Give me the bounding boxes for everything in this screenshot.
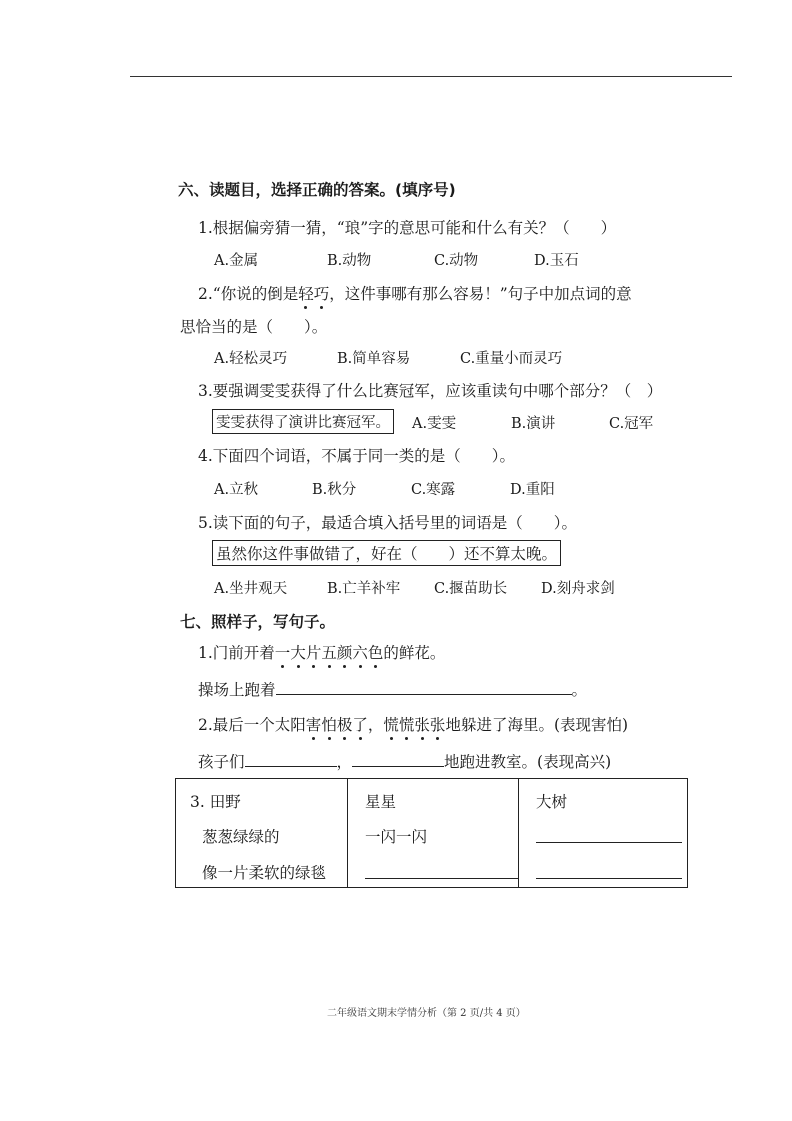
answer-7-1-prefix: 操场上跑着 [198,681,276,699]
emphasis-char: 怕 [321,713,337,735]
option-6-3-c: C.冠军 [609,416,654,432]
table-col2-blank[interactable] [365,878,519,879]
option-6-4-b: B.秋分 [312,482,357,498]
boxed-sentence-6-5: 虽然你这件事做错了，好在（ ）还不算太晚。 [212,540,561,566]
question-6-2-line1 [198,282,632,304]
table-col3-line1: 大树 [536,793,568,811]
option-6-4-a: A.立秋 [214,482,259,498]
q7-1-prefix: 1.门前开着 [198,644,275,662]
answer-7-2-suffix: 地跑进教室。(表现高兴) [444,753,612,771]
answer-7-2-mid: ， [336,753,353,771]
example-table [175,778,688,888]
answer-line-7-1 [198,678,587,700]
option-6-1-a: A.金属 [214,253,259,269]
dotted-text [298,285,329,303]
question-6-3: 3.要强调雯雯获得了什么比赛冠军，应该重读句中哪个部分？（ ） [198,382,663,400]
emphasis-char: 五 [321,641,337,663]
option-6-5-a: A.坐井观天 [214,581,288,597]
emphasis-char: 色 [368,641,384,663]
section-7-title: 七、照样子，写句子。 [180,613,336,631]
emphasis-char: 轻 [298,282,314,304]
q7-2-dotted-1 [306,716,368,734]
emphasis-char: 六 [352,641,368,663]
table-col1-line2: 葱葱绿绿的 [202,828,280,846]
option-6-2-b: B.简单容易 [337,351,411,367]
option-6-1-c: C.动物 [434,253,479,269]
option-6-4-c: C.寒露 [411,482,456,498]
emphasis-char: 了 [352,713,368,735]
table-col2-line2: 一闪一闪 [365,828,428,846]
q7-2-suffix: 地躲进了海里。(表现害怕) [445,716,629,734]
question-6-2-line2: 思恰当的是（ ）。 [180,318,328,336]
emphasis-char: 慌 [383,713,399,735]
option-6-4-d: D.重阳 [510,482,555,498]
answer-7-2-prefix: 孩子们 [198,753,245,771]
question-6-5: 5.读下面的句子，最适合填入括号里的词语是（ ）。 [198,514,578,532]
option-6-5-b: B.亡羊补牢 [327,581,401,597]
table-col1-line1: 3. 田野 [190,793,241,811]
table-col3-blank-2[interactable] [536,878,682,879]
q7-1-dotted [275,644,384,662]
question-7-1 [198,641,445,663]
answer-blank-7-2-a[interactable] [245,750,337,767]
q2-suffix: ，这件事哪有那么容易！”句子中加点词的意 [329,285,632,303]
table-divider-2 [518,779,519,887]
table-col1-line3: 像一片柔软的绿毯 [202,864,327,882]
emphasis-char: 片 [306,641,322,663]
emphasis-char: 张 [414,713,430,735]
emphasis-char: 大 [290,641,306,663]
section-6-title: 六、读题目，选择正确的答案。(填序号) [178,181,456,199]
table-col3-blank-1[interactable] [536,842,682,843]
option-6-3-a: A.雯雯 [412,416,457,432]
q2-prefix: 2.“你说的倒是 [198,285,299,303]
emphasis-char: 一 [275,641,291,663]
option-6-2-a: A.轻松灵巧 [214,351,288,367]
emphasis-char: 极 [337,713,353,735]
answer-line-7-2 [198,750,611,772]
emphasis-char: 害 [306,713,322,735]
table-col2-line1: 星星 [365,793,397,811]
option-6-2-c: C.重量小而灵巧 [460,351,563,367]
emphasis-char: 颜 [337,641,353,663]
boxed-sentence-6-3: 雯雯获得了演讲比赛冠军。 [212,409,394,434]
header-rule [130,76,732,77]
question-7-2 [198,713,628,735]
q7-1-suffix: 的鲜花。 [383,644,446,662]
q2-dotted-word [298,285,329,303]
question-6-4: 4.下面四个词语，不属于同一类的是（ ）。 [198,447,516,465]
option-6-5-d: D.刻舟求剑 [541,581,615,597]
option-6-3-b: B.演讲 [511,416,556,432]
question-6-1: 1.根据偏旁猜一猜，“琅”字的意思可能和什么有关？（ ） [198,219,617,237]
answer-blank-7-1[interactable] [276,678,572,695]
q7-2-dotted-2 [383,716,445,734]
table-divider-1 [347,779,348,887]
answer-7-1-suffix: 。 [571,681,588,699]
emphasis-char: 巧 [314,282,330,304]
answer-blank-7-2-b[interactable] [352,750,444,767]
option-6-1-d: D.玉石 [534,253,579,269]
q7-2-prefix: 2.最后一个太阳 [198,716,306,734]
option-6-5-c: C.揠苗助长 [434,581,508,597]
emphasis-char: 慌 [399,713,415,735]
emphasis-char: 张 [430,713,446,735]
page-footer: 二年级语文期末学情分析（第 2 页/共 4 页） [327,1008,526,1019]
option-6-1-b: B.动物 [327,253,372,269]
q7-2-middle: ， [367,716,384,734]
